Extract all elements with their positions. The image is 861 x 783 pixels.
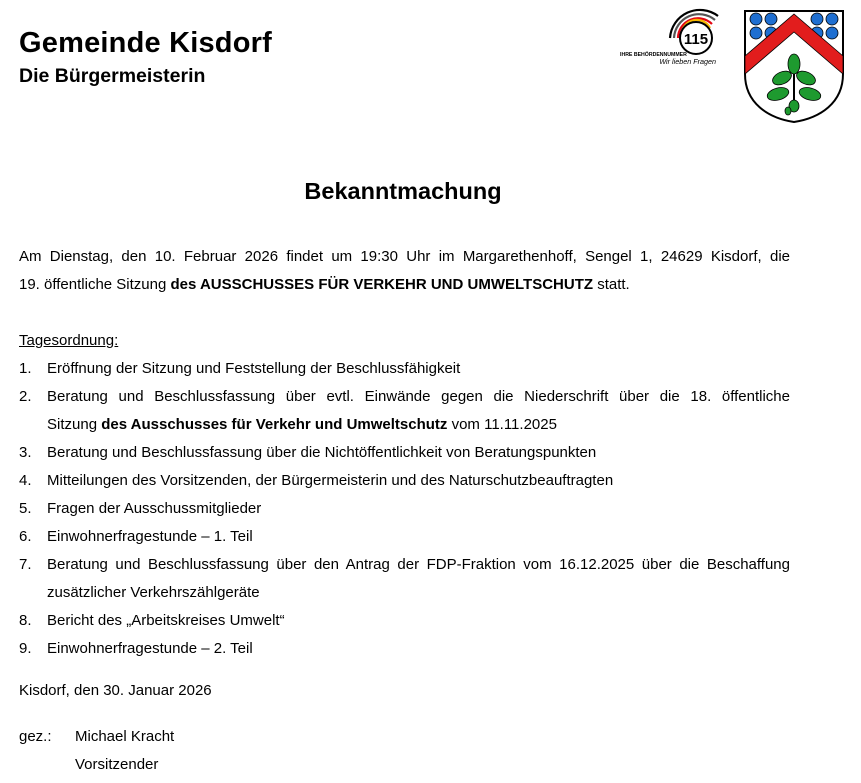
agenda-item-text-end: vom 11.11.2025 xyxy=(447,416,557,433)
agenda-item-number: 1. xyxy=(19,360,32,377)
signer-name: Michael Kracht xyxy=(75,728,175,745)
intro-line-1: Am Dienstag, den 10. Februar 2026 findet um 19:30 Uhr im Margarethenhoff, Sengel 1, 24629 Kisdorf, die xyxy=(19,248,790,265)
agenda-item-text: Fragen der Ausschussmitglieder xyxy=(47,500,262,517)
agenda-item xyxy=(19,355,790,383)
agenda-item xyxy=(19,439,790,467)
agenda-item-number: 4. xyxy=(19,472,32,489)
agenda-item xyxy=(19,635,790,663)
agenda-item-text: Eröffnung der Sitzung und Feststellung der Beschlussfähigkeit xyxy=(47,360,461,377)
agenda-item xyxy=(19,551,790,607)
agenda-item xyxy=(19,607,790,635)
agenda-item-number: 8. xyxy=(19,612,32,629)
agenda-item-text: Mitteilungen des Vorsitzenden, der Bürgermeisterin und des Naturschutzbeauftragten xyxy=(47,472,614,489)
agenda-item-number: 5. xyxy=(19,500,32,517)
agenda-list xyxy=(19,355,790,663)
intro-line-2-start: 19. öffentliche Sitzung xyxy=(19,276,171,293)
logo-line1: IHRE BEHÖRDENNUMMER xyxy=(620,52,687,58)
behoerdennummer-115-logo xyxy=(618,6,728,66)
agenda-item xyxy=(19,495,790,523)
signed-label: gez.: xyxy=(19,728,52,745)
agenda-item-text: Beratung und Beschlussfassung über evtl. Einwände gegen die Niederschrift über die 18. öffentliche xyxy=(47,388,790,405)
agenda-item-number: 9. xyxy=(19,640,32,657)
agenda-item xyxy=(19,467,790,495)
document-title: Bekanntmachung xyxy=(304,178,502,204)
agenda-item-text: Bericht des „Arbeitskreises Umwelt“ xyxy=(47,612,285,629)
agenda-item xyxy=(19,383,790,439)
agenda-item xyxy=(19,523,790,551)
agenda-heading: Tagesordnung: xyxy=(19,332,119,349)
organization-subtitle: Die Bürgermeisterin xyxy=(19,65,206,87)
agenda-item-text: Einwohnerfragestunde – 1. Teil xyxy=(47,528,253,545)
logo-line2: Wir lieben Fragen xyxy=(659,57,716,66)
agenda-item-number: 3. xyxy=(19,444,32,461)
intro-line-2-end: statt. xyxy=(593,276,630,293)
agenda-item-number: 7. xyxy=(19,556,32,573)
signer-role: Vorsitzender xyxy=(75,756,159,773)
kisdorf-coat-of-arms-icon xyxy=(742,8,846,124)
agenda-item-text: Beratung und Beschlussfassung über die Nichtöffentlichkeit von Beratungspunkten xyxy=(47,444,597,461)
agenda-item-committee: des Ausschusses für Verkehr und Umweltschutz xyxy=(101,416,448,433)
agenda-item-number: 2. xyxy=(19,388,32,405)
intro-paragraph xyxy=(19,243,790,299)
agenda-item-text: Beratung und Beschlussfassung über den Antrag der FDP-Fraktion vom 16.12.2025 über die Beschaffung xyxy=(47,556,790,573)
agenda-item-text-continued: zusätzlicher Verkehrszählgeräte xyxy=(47,584,260,601)
agenda-item-text: Einwohnerfragestunde – 2. Teil xyxy=(47,640,253,657)
organization-name: Gemeinde Kisdorf xyxy=(19,27,272,59)
agenda-item-number: 6. xyxy=(19,528,32,545)
logo-number: 115 xyxy=(683,31,709,48)
agenda-item-text-start: Sitzung xyxy=(47,416,102,433)
intro-committee-name: des AUSSCHUSSES FÜR VERKEHR UND UMWELTSCHUTZ xyxy=(170,276,594,293)
place-date: Kisdorf, den 30. Januar 2026 xyxy=(19,682,212,699)
